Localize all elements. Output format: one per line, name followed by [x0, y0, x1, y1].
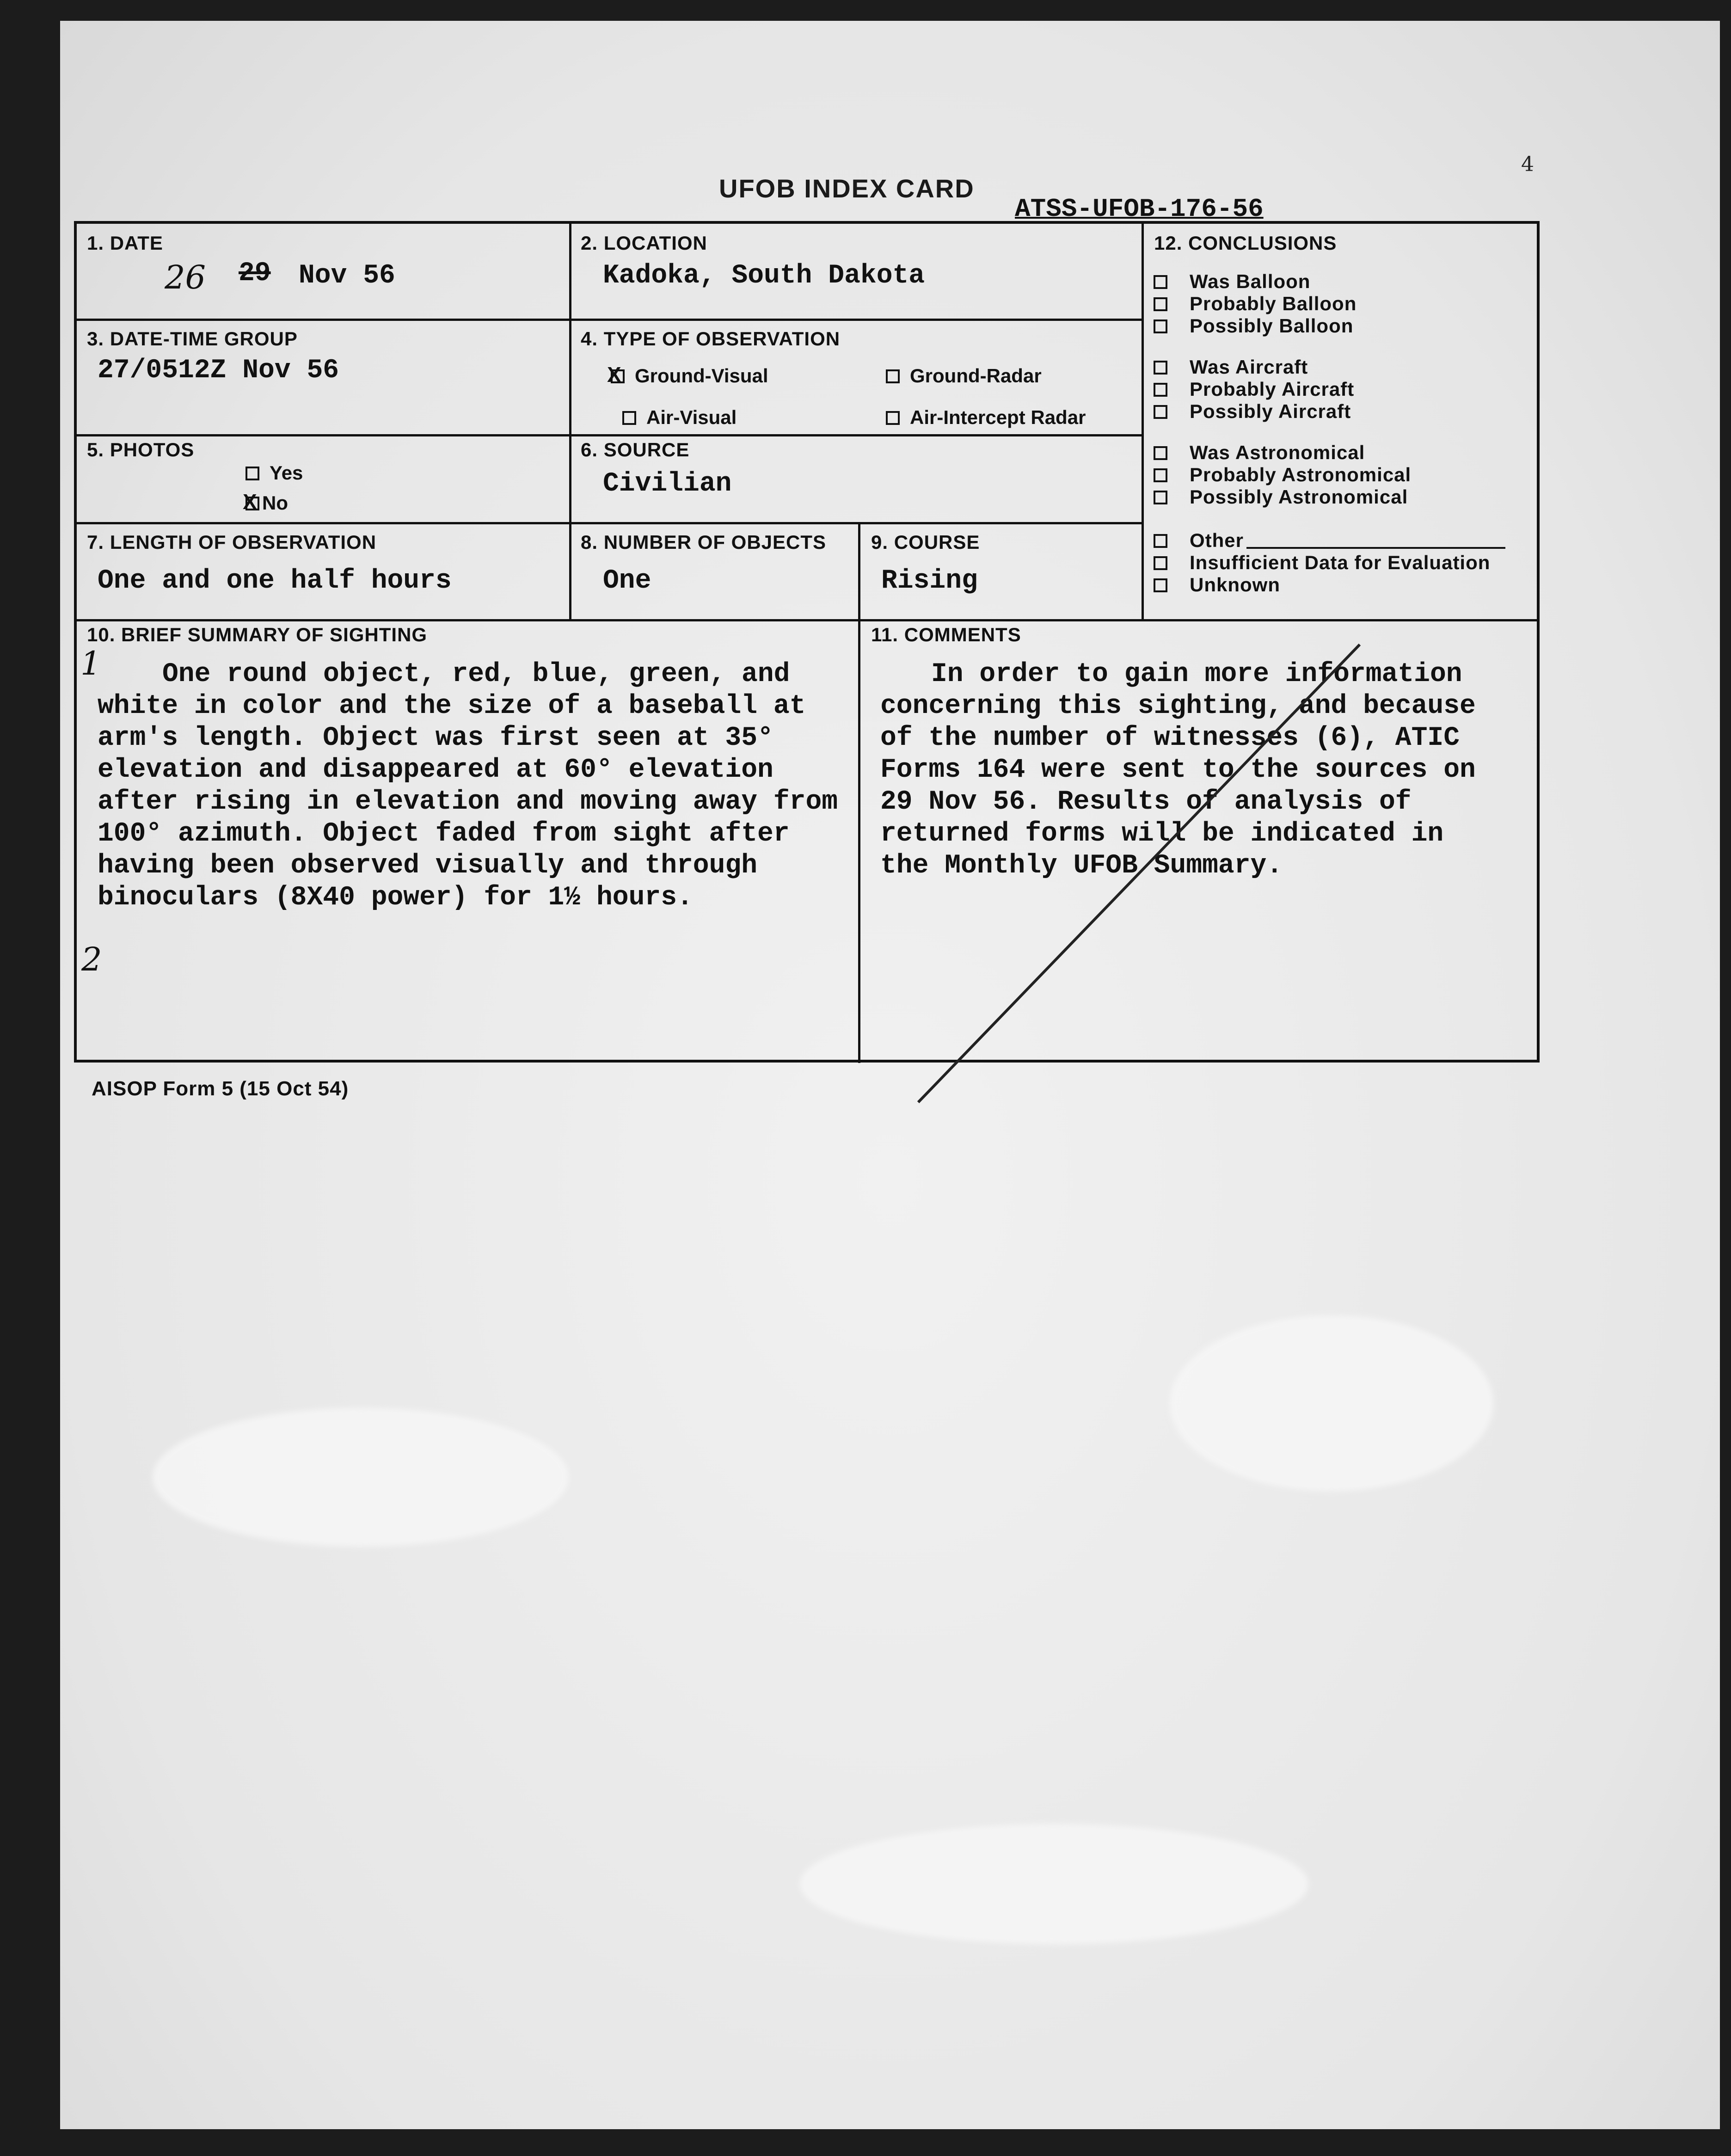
scan-blotch	[153, 1408, 569, 1547]
rule	[77, 434, 1142, 436]
number-of-objects-label: 8. NUMBER OF OBJECTS	[581, 531, 827, 553]
number-of-objects-value: One	[603, 566, 651, 596]
card-title: UFOB INDEX CARD	[719, 174, 975, 203]
checkbox-icon	[1154, 383, 1167, 397]
checkbox-icon	[1154, 468, 1167, 482]
checkbox-icon	[1154, 405, 1167, 419]
summary-text	[98, 658, 838, 914]
conclusion-option: Probably Balloon	[1154, 293, 1357, 315]
type-of-observation-label: 4. TYPE OF OBSERVATION	[581, 328, 841, 350]
date-time-group-label: 3. DATE-TIME GROUP	[87, 328, 298, 350]
checkbox-icon	[886, 369, 900, 383]
check-mark: X	[243, 490, 257, 514]
rule	[858, 522, 860, 619]
scan-blotch	[1170, 1315, 1493, 1491]
option-air-visual: Air-Visual	[622, 406, 737, 429]
checkbox-icon	[1154, 556, 1167, 570]
date-value: Nov 56	[299, 261, 395, 291]
course-label: 9. COURSE	[871, 531, 980, 553]
conclusion-option: Was Balloon	[1154, 270, 1310, 293]
margin-mark-2: 2	[81, 940, 102, 978]
index-card-form	[74, 221, 1540, 1063]
summary-line: 100° azimuth. Object faded from sight after	[98, 819, 790, 849]
comments-label: 11. COMMENTS	[871, 624, 1021, 645]
margin-mark-1: 1	[80, 645, 101, 682]
summary-line: arm's length. Object was first seen at 35°	[98, 723, 773, 753]
conclusions-label: 12. CONCLUSIONS	[1154, 232, 1337, 254]
conclusion-option: Possibly Balloon	[1154, 315, 1353, 337]
date-handwritten-day: 26	[165, 258, 206, 296]
summary-line: after rising in elevation and moving away from	[98, 787, 838, 817]
card-number: ATSS-UFOB-176-56	[1015, 194, 1264, 224]
comments-line: Forms 164 were sent to the sources on	[880, 755, 1476, 785]
checkbox-icon	[622, 411, 636, 425]
conclusion-option: Other	[1154, 529, 1505, 552]
conclusion-option: Probably Astronomical	[1154, 464, 1411, 486]
check-mark: X	[607, 362, 621, 387]
checkbox-icon	[1154, 578, 1167, 592]
conclusion-option: Possibly Astronomical	[1154, 486, 1408, 508]
conclusion-option: Probably Aircraft	[1154, 378, 1354, 400]
comments-line: In order to gain more information	[931, 659, 1462, 689]
comments-line: 29 Nov 56. Results of analysis of	[880, 787, 1412, 817]
conclusion-option: Insufficient Data for Evaluation	[1154, 552, 1490, 574]
checkbox-icon	[1154, 491, 1167, 504]
rule	[1142, 224, 1144, 621]
strike-through-line	[909, 640, 1371, 1112]
checkbox-icon	[1154, 534, 1167, 548]
form-id: AISOP Form 5 (15 Oct 54)	[92, 1077, 349, 1100]
course-value: Rising	[881, 566, 978, 596]
conclusion-option: Unknown	[1154, 574, 1280, 596]
option-ground-radar: Ground-Radar	[886, 365, 1042, 387]
summary-label: 10. BRIEF SUMMARY OF SIGHTING	[87, 624, 428, 645]
checkbox-icon	[1154, 319, 1167, 333]
source-value: Civilian	[603, 469, 732, 499]
location-value: Kadoka, South Dakota	[603, 261, 925, 291]
date-struck-day: 29	[239, 258, 271, 289]
option-air-intercept-radar: Air-Intercept Radar	[886, 406, 1086, 429]
option-ground-visual: X Ground-Visual	[607, 362, 768, 387]
summary-line: white in color and the size of a baseball at	[98, 691, 806, 721]
checkbox-icon	[1154, 275, 1167, 289]
source-label: 6. SOURCE	[581, 439, 690, 461]
summary-line: elevation and disappeared at 60° elevation	[98, 755, 773, 785]
checkbox-icon	[1154, 446, 1167, 460]
rule	[77, 619, 1538, 621]
date-time-group-value: 27/0512Z Nov 56	[98, 356, 339, 386]
summary-line: binoculars (8X40 power) for 1½ hours.	[98, 883, 693, 913]
conclusion-option: Was Astronomical	[1154, 442, 1365, 464]
length-of-observation-label: 7. LENGTH OF OBSERVATION	[87, 531, 377, 553]
checkbox-icon	[1154, 361, 1167, 375]
conclusion-option: Was Aircraft	[1154, 356, 1308, 378]
other-blank-line	[1246, 547, 1505, 549]
option-photos-yes: Yes	[246, 462, 303, 484]
scan-blotch	[800, 1824, 1308, 1944]
rule	[77, 319, 1142, 321]
comments-line: the Monthly UFOB Summary.	[880, 851, 1283, 881]
page-mark: 4	[1521, 153, 1534, 176]
rule	[77, 522, 1142, 524]
checkbox-icon	[886, 411, 900, 425]
option-photos-no: X No	[243, 490, 288, 514]
checkbox-icon	[1154, 297, 1167, 311]
checkbox-icon	[246, 467, 259, 480]
summary-line: One round object, red, blue, green, and	[162, 659, 790, 689]
length-of-observation-value: One and one half hours	[98, 566, 452, 596]
comments-line: returned forms will be indicated in	[880, 819, 1444, 849]
conclusion-option: Possibly Aircraft	[1154, 400, 1351, 423]
comments-line: of the number of witnesses (6), ATIC	[880, 723, 1460, 753]
summary-line: having been observed visually and through	[98, 851, 758, 881]
photos-label: 5. PHOTOS	[87, 439, 195, 461]
rule	[569, 224, 571, 621]
comments-line: concerning this sighting, and because	[880, 691, 1476, 721]
location-label: 2. LOCATION	[581, 232, 707, 254]
date-label: 1. DATE	[87, 232, 163, 254]
